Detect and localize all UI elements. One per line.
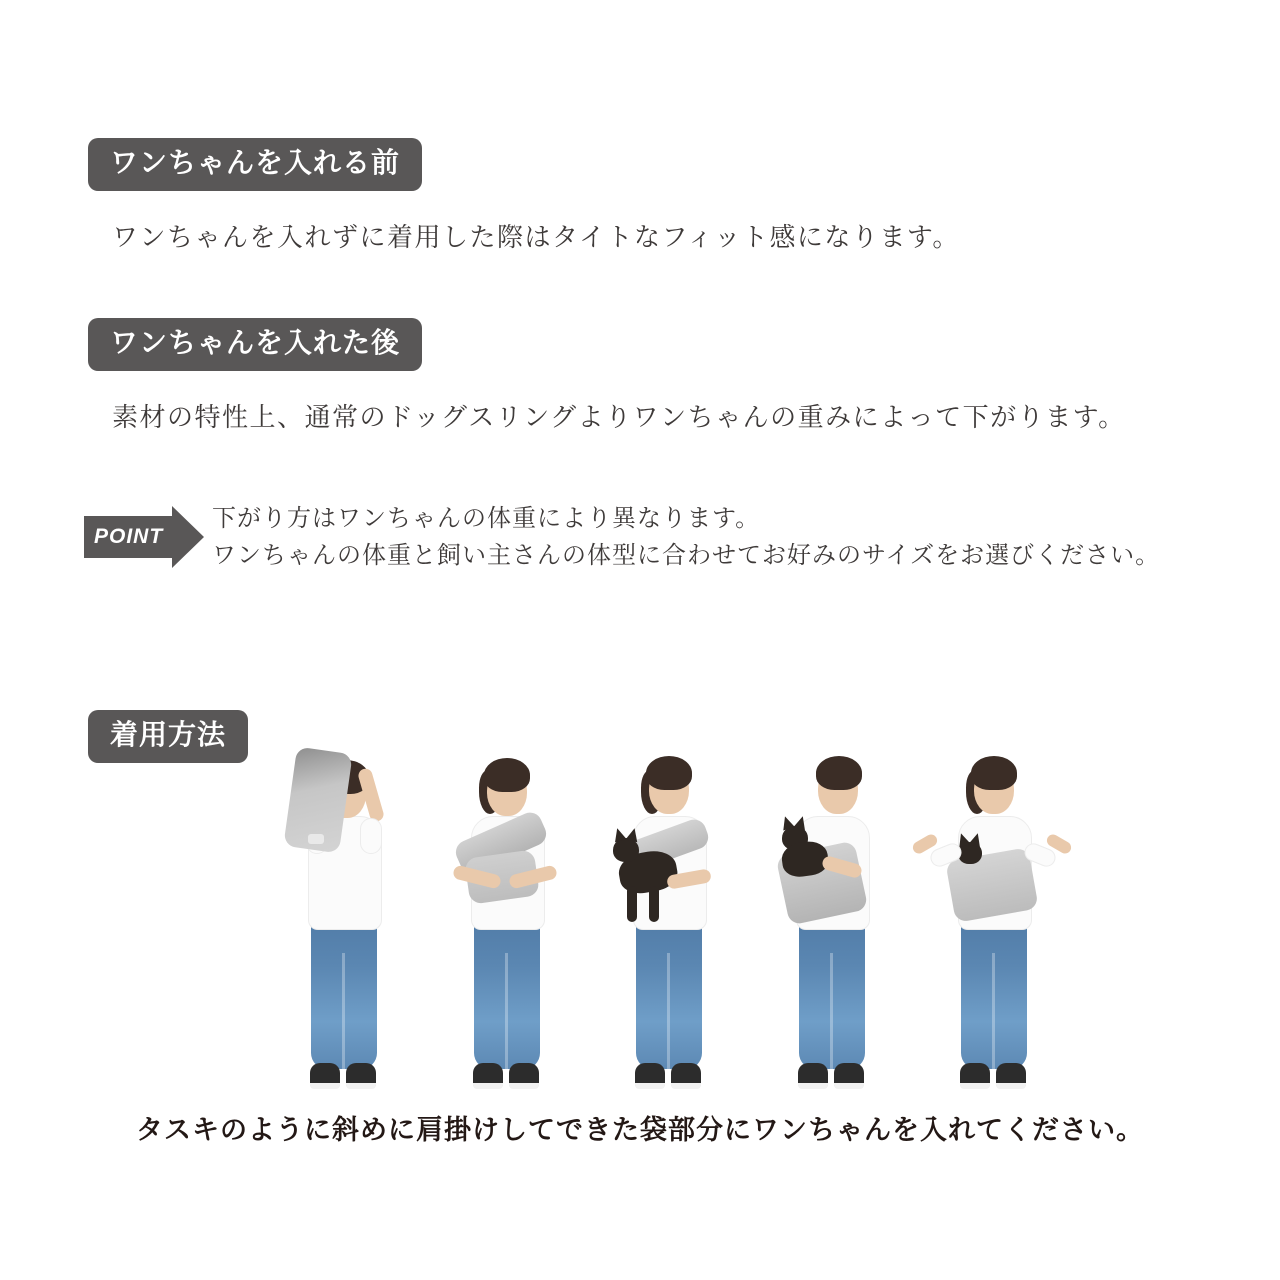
photo-step-2 [431,730,581,1095]
point-text-line2: ワンちゃんの体重と飼い主さんの体型に合わせてお好みのサイズをお選びください。 [212,542,1161,570]
point-badge-label: POINT [94,525,164,548]
section-label-howto: 着用方法 [88,710,248,763]
point-text-line1: 下がり方はワンちゃんの体重により異なります。 [212,505,761,532]
point-block [84,500,1160,574]
photo-step-4 [756,730,906,1095]
howto-step-5 [918,730,1068,1095]
howto-step-1 [268,730,418,1095]
point-text [204,500,1160,574]
photo-step-3 [593,730,743,1095]
howto-step-3 [593,730,743,1095]
section-text-after: 素材の特性上、通常のドッグスリングよりワンちゃんの重みによって下がります。 [112,402,1126,432]
howto-step-4 [756,730,906,1095]
section-text-before: ワンちゃんを入れずに着用した際はタイトなフィット感になります。 [112,222,960,252]
section-label-before: ワンちゃんを入れる前 [88,138,422,191]
section-label-after: ワンちゃんを入れた後 [88,318,422,371]
photo-step-1 [268,730,418,1095]
howto-step-gallery [268,730,1068,1095]
howto-caption: タスキのように斜めに肩掛けしてできた袋部分にワンちゃんを入れてください。 [136,1115,1144,1145]
howto-step-2 [431,730,581,1095]
photo-step-5 [918,730,1068,1095]
point-arrow-icon [84,506,204,568]
